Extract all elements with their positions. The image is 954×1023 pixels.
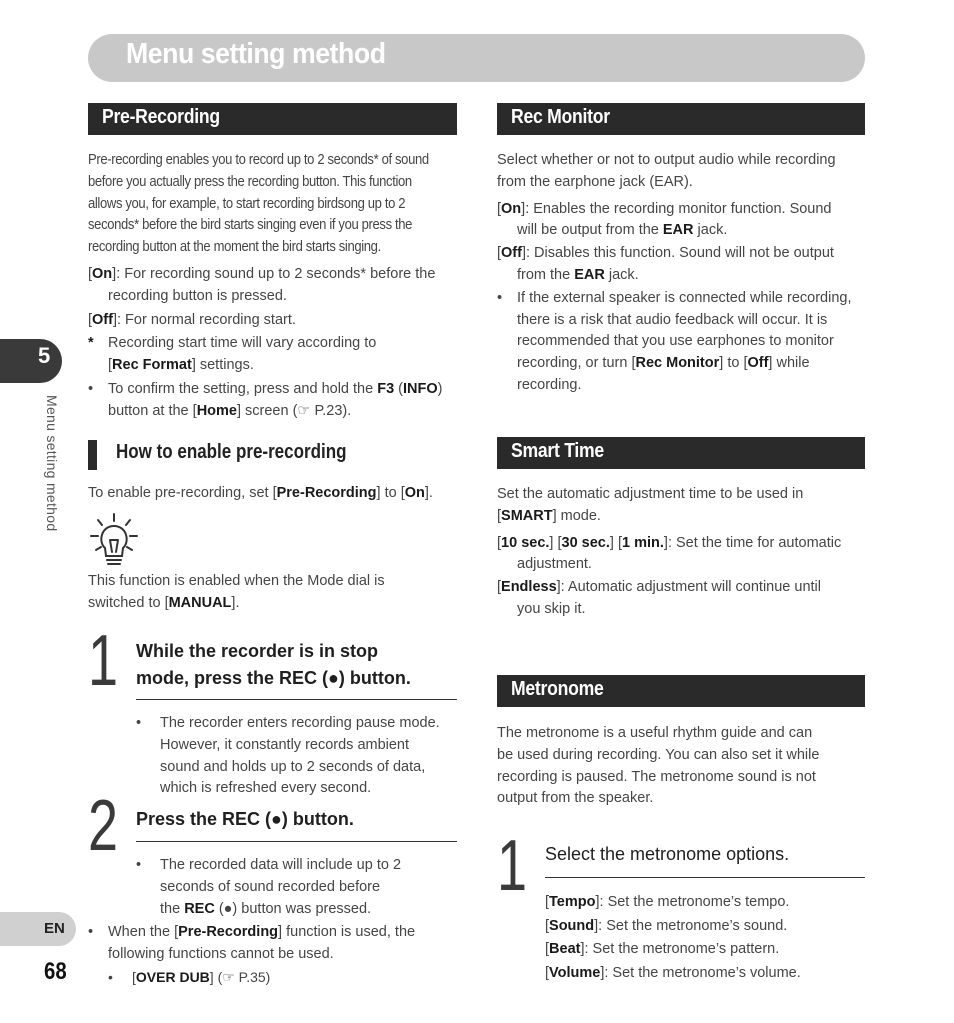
chapter-tab [0,339,62,383]
page-title: Menu setting method [126,38,386,70]
step1-divider [136,699,457,700]
prerec-intro-line: Pre-recording enables you to record up to 2 seconds* of sound [88,152,429,168]
prerec-intro-line: seconds* before the bird starts singing even if you press the [88,217,413,234]
metro-intro: The metronome is a useful rhythm guide and can be used during recording. You can also set it while recording is paused. The metronome sound is not output from the speaker. [497,725,820,807]
chapter-vertical-label: Menu setting method [44,395,60,532]
prerec-on-option: [On]: For recording sound up to 2 seconds* before the [88,266,436,282]
smart-heading: Smart Time [511,440,604,462]
step1-title: While the recorder is in stop mode, press the REC (●) button. [136,641,411,688]
howto-heading: How to enable pre-recording [116,441,347,463]
prerec-note: * Recording start time will vary according to [Rec Format] settings. [88,335,377,374]
step2-bullet-3: • [OVER DUB] (☞ P.35) [108,969,271,985]
prerec-tip: • To confirm the setting, press and hold the F3 (INFO) button at the [Home] screen (☞ P.23). [88,380,443,419]
metro-step-divider [545,877,865,878]
step1-number: 1 [88,621,119,701]
metro-option-tempo: [Tempo]: Set the metronome’s tempo. [545,894,790,910]
metro-step-title: Select the metronome options. [545,844,790,864]
page-number: 68 [44,958,67,985]
metro-heading: Metronome [511,678,604,700]
step2-title: Press the REC (●) button. [136,809,354,829]
howto-text: To enable pre-recording, set [Pre-Recording] to [On]. [88,485,433,501]
metro-step-number: 1 [497,826,528,906]
lightbulb-icon [88,512,140,573]
prerec-intro-line: before you actually press the recording button. This function [88,173,412,190]
howto-heading-bar [88,440,97,470]
prerec-intro-line: allows you, for example, to start recording birdsong up to 2 [88,195,406,212]
step2-number: 2 [88,786,119,866]
chapter-number: 5 [38,343,51,368]
metro-option-volume: [Volume]: Set the metronome’s volume. [545,964,801,981]
metro-option-sound: [Sound]: Set the metronome’s sound. [545,917,788,934]
prerec-intro [88,150,429,259]
smart-content: Set the automatic adjustment time to be used in [SMART] mode. [10 sec.] [30 sec.] [1 min.]: Set the time for automatic adjustment. [Endless]: Automatic adjustment will continue until you skip it. [497,486,842,617]
language-label: EN [44,920,65,937]
prerec-intro-line: recording button at the moment the bird starts singing. [88,239,381,256]
recmon-content: Select whether or not to output audio while recording from the earphone jack (EAR). [On]: Enables the recording monitor function. Sound will be output from the EAR jack. [Off]: Disables this function. Sound will not be output from the EAR jack. • If the external speaker is connected while recording, there is a risk that audio feedback will occur. It is recommended that you use earphones to monitor recording, or turn [Rec Monitor] to [Off] while recording. [497,152,852,393]
metro-option-beat: [Beat]: Set the metronome’s pattern. [545,941,780,957]
recmon-heading: Rec Monitor [511,106,610,128]
step2-divider [136,841,457,842]
prerec-options [88,264,458,423]
metro-options [545,891,865,985]
prerec-on-option-line2: recording button is pressed. [108,287,287,304]
howto-note: This function is enabled when the Mode dial is switched to [MANUAL]. [88,573,385,611]
step2-bullet-2: • When the [Pre-Recording] function is used, the following functions cannot be used. [88,924,416,962]
prerec-off-option: [Off]: For normal recording start. [88,311,296,328]
step1-bullet: • The recorder enters recording pause mode. However, it constantly records ambient sound and holds up to 2 seconds of data, which is refreshed every second. [136,715,440,797]
step2-bullet-1: • The recorded data will include up to 2 seconds of sound recorded before the REC (●) button was pressed. [136,857,402,917]
prerec-heading: Pre-Recording [102,106,220,128]
